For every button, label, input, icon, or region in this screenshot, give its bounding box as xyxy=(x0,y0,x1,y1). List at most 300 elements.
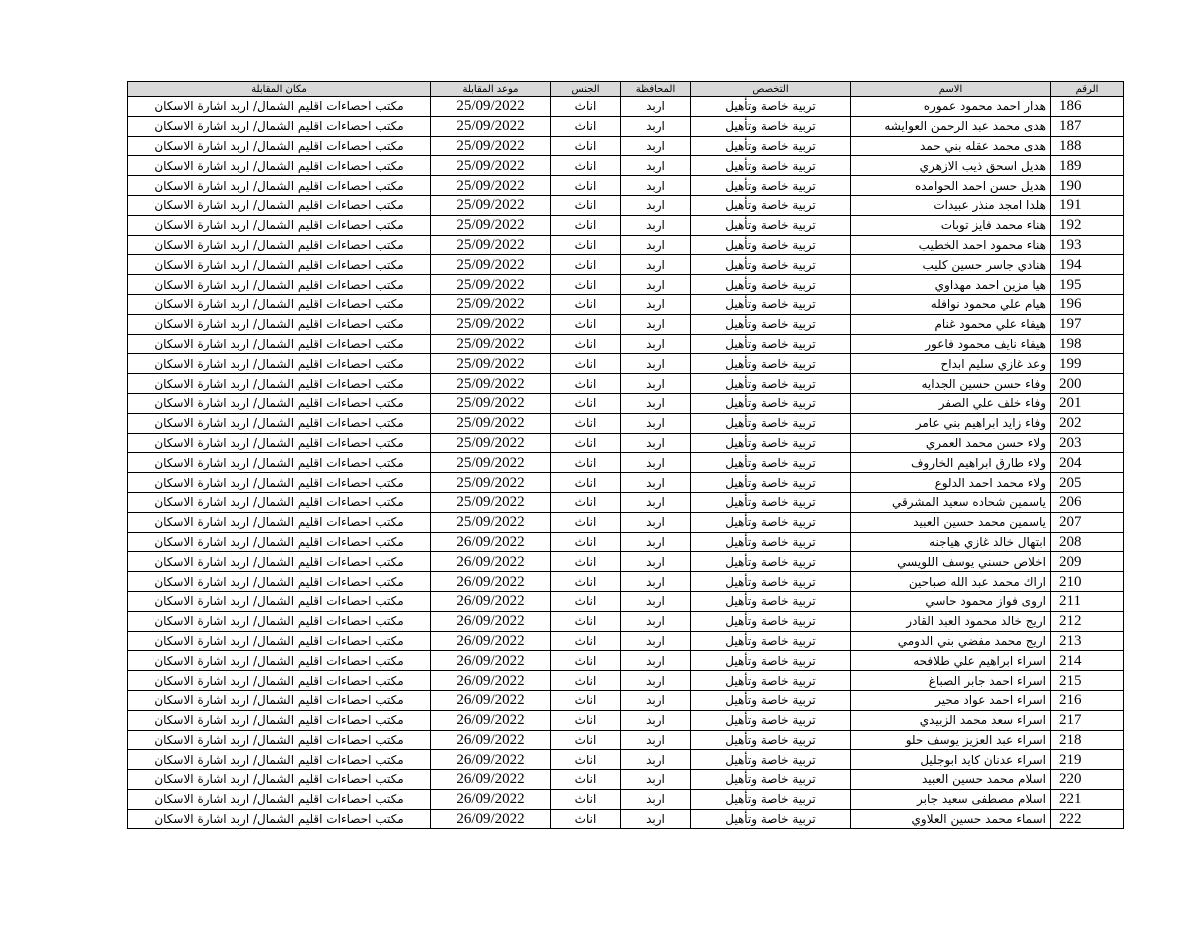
cell-name: هناء محمود احمد الخطيب xyxy=(851,235,1051,255)
cell-place: مكتب احصاءات اقليم الشمال/ اربد اشارة الاسكان xyxy=(128,275,431,295)
cell-date: 26/09/2022 xyxy=(431,651,551,671)
cell-specialty: تربية خاصة وتأهيل xyxy=(691,789,851,809)
cell-specialty: تربية خاصة وتأهيل xyxy=(691,294,851,314)
cell-date: 26/09/2022 xyxy=(431,750,551,770)
cell-place: مكتب احصاءات اقليم الشمال/ اربد اشارة الاسكان xyxy=(128,354,431,374)
cell-place: مكتب احصاءات اقليم الشمال/ اربد اشارة الاسكان xyxy=(128,552,431,572)
cell-date: 25/09/2022 xyxy=(431,354,551,374)
cell-place: مكتب احصاءات اقليم الشمال/ اربد اشارة الاسكان xyxy=(128,631,431,651)
cell-specialty: تربية خاصة وتأهيل xyxy=(691,393,851,413)
cell-governorate: اربد xyxy=(621,552,691,572)
cell-gender: اناث xyxy=(551,710,621,730)
cell-date: 25/09/2022 xyxy=(431,453,551,473)
cell-place: مكتب احصاءات اقليم الشمال/ اربد اشارة الاسكان xyxy=(128,789,431,809)
cell-name: ولاء حسن محمد العمري xyxy=(851,433,1051,453)
cell-name: هدى محمد عقله بني حمد xyxy=(851,136,1051,156)
cell-gender: اناث xyxy=(551,789,621,809)
cell-specialty: تربية خاصة وتأهيل xyxy=(691,354,851,374)
cell-gender: اناث xyxy=(551,690,621,710)
table-row xyxy=(128,492,1124,512)
cell-name: اريج خالد محمود العبد القادر xyxy=(851,611,1051,631)
cell-number: 201 xyxy=(1051,393,1124,413)
cell-number: 189 xyxy=(1051,156,1124,176)
table-row xyxy=(128,354,1124,374)
cell-gender: اناث xyxy=(551,572,621,592)
cell-governorate: اربد xyxy=(621,453,691,473)
cell-gender: اناث xyxy=(551,255,621,275)
cell-place: مكتب احصاءات اقليم الشمال/ اربد اشارة الاسكان xyxy=(128,255,431,275)
cell-place: مكتب احصاءات اقليم الشمال/ اربد اشارة الاسكان xyxy=(128,97,431,117)
cell-place: مكتب احصاءات اقليم الشمال/ اربد اشارة الاسكان xyxy=(128,156,431,176)
cell-place: مكتب احصاءات اقليم الشمال/ اربد اشارة الاسكان xyxy=(128,334,431,354)
cell-governorate: اربد xyxy=(621,393,691,413)
table-row xyxy=(128,651,1124,671)
header-gender: الجنس xyxy=(551,82,621,97)
table-row xyxy=(128,235,1124,255)
cell-gender: اناث xyxy=(551,235,621,255)
cell-date: 25/09/2022 xyxy=(431,374,551,394)
table-row xyxy=(128,591,1124,611)
cell-specialty: تربية خاصة وتأهيل xyxy=(691,176,851,196)
cell-specialty: تربية خاصة وتأهيل xyxy=(691,690,851,710)
cell-date: 26/09/2022 xyxy=(431,572,551,592)
cell-specialty: تربية خاصة وتأهيل xyxy=(691,473,851,493)
cell-number: 193 xyxy=(1051,235,1124,255)
header-governorate: المحافظة xyxy=(621,82,691,97)
cell-date: 26/09/2022 xyxy=(431,710,551,730)
table-row xyxy=(128,552,1124,572)
cell-number: 186 xyxy=(1051,97,1124,117)
cell-date: 26/09/2022 xyxy=(431,671,551,691)
cell-gender: اناث xyxy=(551,136,621,156)
cell-place: مكتب احصاءات اقليم الشمال/ اربد اشارة الاسكان xyxy=(128,591,431,611)
table-row xyxy=(128,195,1124,215)
table-row xyxy=(128,473,1124,493)
cell-governorate: اربد xyxy=(621,532,691,552)
cell-name: هيفاء علي محمود غنام xyxy=(851,314,1051,334)
table-row xyxy=(128,730,1124,750)
cell-gender: اناث xyxy=(551,176,621,196)
cell-date: 25/09/2022 xyxy=(431,215,551,235)
table-row xyxy=(128,176,1124,196)
cell-governorate: اربد xyxy=(621,156,691,176)
cell-gender: اناث xyxy=(551,413,621,433)
cell-date: 26/09/2022 xyxy=(431,730,551,750)
cell-name: اسلام محمد حسين العبيد xyxy=(851,770,1051,790)
cell-number: 194 xyxy=(1051,255,1124,275)
cell-specialty: تربية خاصة وتأهيل xyxy=(691,136,851,156)
cell-specialty: تربية خاصة وتأهيل xyxy=(691,671,851,691)
cell-date: 26/09/2022 xyxy=(431,690,551,710)
cell-specialty: تربية خاصة وتأهيل xyxy=(691,611,851,631)
cell-name: ياسمين محمد حسين العبيد xyxy=(851,512,1051,532)
table-row xyxy=(128,671,1124,691)
cell-date: 25/09/2022 xyxy=(431,176,551,196)
cell-name: اسراء عدنان كايد ابوجليل xyxy=(851,750,1051,770)
cell-date: 26/09/2022 xyxy=(431,591,551,611)
table-row xyxy=(128,334,1124,354)
cell-place: مكتب احصاءات اقليم الشمال/ اربد اشارة الاسكان xyxy=(128,473,431,493)
cell-date: 25/09/2022 xyxy=(431,255,551,275)
cell-governorate: اربد xyxy=(621,750,691,770)
cell-governorate: اربد xyxy=(621,730,691,750)
table-row xyxy=(128,710,1124,730)
cell-place: مكتب احصاءات اقليم الشمال/ اربد اشارة الاسكان xyxy=(128,294,431,314)
table-row xyxy=(128,690,1124,710)
cell-name: هدى محمد عبد الرحمن العوايشه xyxy=(851,116,1051,136)
cell-specialty: تربية خاصة وتأهيل xyxy=(691,572,851,592)
cell-place: مكتب احصاءات اقليم الشمال/ اربد اشارة الاسكان xyxy=(128,671,431,691)
cell-place: مكتب احصاءات اقليم الشمال/ اربد اشارة الاسكان xyxy=(128,770,431,790)
cell-name: اسراء ابراهيم علي طلافحه xyxy=(851,651,1051,671)
cell-number: 206 xyxy=(1051,492,1124,512)
cell-gender: اناث xyxy=(551,611,621,631)
cell-specialty: تربية خاصة وتأهيل xyxy=(691,730,851,750)
table-row xyxy=(128,770,1124,790)
cell-number: 197 xyxy=(1051,314,1124,334)
cell-date: 25/09/2022 xyxy=(431,294,551,314)
cell-place: مكتب احصاءات اقليم الشمال/ اربد اشارة الاسكان xyxy=(128,809,431,829)
cell-governorate: اربد xyxy=(621,770,691,790)
cell-number: 188 xyxy=(1051,136,1124,156)
cell-place: مكتب احصاءات اقليم الشمال/ اربد اشارة الاسكان xyxy=(128,512,431,532)
cell-number: 200 xyxy=(1051,374,1124,394)
cell-governorate: اربد xyxy=(621,275,691,295)
cell-date: 25/09/2022 xyxy=(431,156,551,176)
cell-gender: اناث xyxy=(551,374,621,394)
cell-number: 215 xyxy=(1051,671,1124,691)
cell-specialty: تربية خاصة وتأهيل xyxy=(691,334,851,354)
cell-number: 222 xyxy=(1051,809,1124,829)
cell-date: 25/09/2022 xyxy=(431,116,551,136)
cell-gender: اناث xyxy=(551,512,621,532)
cell-number: 190 xyxy=(1051,176,1124,196)
cell-name: اريج محمد مفضي بني الدومي xyxy=(851,631,1051,651)
cell-governorate: اربد xyxy=(621,690,691,710)
cell-number: 213 xyxy=(1051,631,1124,651)
cell-name: اسماء محمد حسين العلاوي xyxy=(851,809,1051,829)
cell-name: وفاء زايد ابراهيم بني عامر xyxy=(851,413,1051,433)
cell-number: 218 xyxy=(1051,730,1124,750)
cell-governorate: اربد xyxy=(621,215,691,235)
cell-specialty: تربية خاصة وتأهيل xyxy=(691,809,851,829)
cell-specialty: تربية خاصة وتأهيل xyxy=(691,374,851,394)
cell-gender: اناث xyxy=(551,294,621,314)
cell-number: 212 xyxy=(1051,611,1124,631)
cell-date: 26/09/2022 xyxy=(431,770,551,790)
table-row xyxy=(128,116,1124,136)
cell-gender: اناث xyxy=(551,116,621,136)
cell-number: 216 xyxy=(1051,690,1124,710)
cell-governorate: اربد xyxy=(621,255,691,275)
cell-name: ولاء محمد احمد الدلوع xyxy=(851,473,1051,493)
cell-gender: اناث xyxy=(551,809,621,829)
cell-number: 211 xyxy=(1051,591,1124,611)
table-row xyxy=(128,631,1124,651)
cell-governorate: اربد xyxy=(621,473,691,493)
cell-name: ولاء طارق ابراهيم الخاروف xyxy=(851,453,1051,473)
cell-governorate: اربد xyxy=(621,334,691,354)
cell-place: مكتب احصاءات اقليم الشمال/ اربد اشارة الاسكان xyxy=(128,195,431,215)
cell-name: وفاء حسن حسين الجدايه xyxy=(851,374,1051,394)
cell-date: 25/09/2022 xyxy=(431,314,551,334)
cell-place: مكتب احصاءات اقليم الشمال/ اربد اشارة الاسكان xyxy=(128,651,431,671)
cell-number: 187 xyxy=(1051,116,1124,136)
table-row xyxy=(128,294,1124,314)
interview-schedule-sheet xyxy=(127,81,1123,829)
cell-number: 217 xyxy=(1051,710,1124,730)
cell-gender: اناث xyxy=(551,552,621,572)
cell-governorate: اربد xyxy=(621,195,691,215)
table-row xyxy=(128,512,1124,532)
cell-name: ابتهال خالد غازي هياجنه xyxy=(851,532,1051,552)
table-row xyxy=(128,156,1124,176)
cell-gender: اناث xyxy=(551,393,621,413)
table-row xyxy=(128,433,1124,453)
cell-place: مكتب احصاءات اقليم الشمال/ اربد اشارة الاسكان xyxy=(128,215,431,235)
cell-name: اراك محمد عبد الله صباحين xyxy=(851,572,1051,592)
header-num: الرقم xyxy=(1051,82,1124,97)
cell-gender: اناث xyxy=(551,730,621,750)
cell-governorate: اربد xyxy=(621,354,691,374)
cell-gender: اناث xyxy=(551,492,621,512)
table-body xyxy=(128,97,1124,829)
cell-gender: اناث xyxy=(551,97,621,117)
cell-specialty: تربية خاصة وتأهيل xyxy=(691,532,851,552)
cell-name: هيفاء نايف محمود فاعور xyxy=(851,334,1051,354)
cell-specialty: تربية خاصة وتأهيل xyxy=(691,750,851,770)
cell-place: مكتب احصاءات اقليم الشمال/ اربد اشارة الاسكان xyxy=(128,750,431,770)
cell-number: 209 xyxy=(1051,552,1124,572)
cell-place: مكتب احصاءات اقليم الشمال/ اربد اشارة الاسكان xyxy=(128,235,431,255)
cell-specialty: تربية خاصة وتأهيل xyxy=(691,314,851,334)
interview-table xyxy=(127,81,1124,829)
table-row xyxy=(128,532,1124,552)
cell-gender: اناث xyxy=(551,750,621,770)
cell-governorate: اربد xyxy=(621,671,691,691)
cell-number: 207 xyxy=(1051,512,1124,532)
cell-number: 196 xyxy=(1051,294,1124,314)
cell-name: هلدا امجد منذر عبيدات xyxy=(851,195,1051,215)
cell-governorate: اربد xyxy=(621,433,691,453)
cell-governorate: اربد xyxy=(621,512,691,532)
cell-gender: اناث xyxy=(551,770,621,790)
cell-gender: اناث xyxy=(551,314,621,334)
cell-name: اسراء احمد عواد محير xyxy=(851,690,1051,710)
cell-name: هيام علي محمود نوافله xyxy=(851,294,1051,314)
cell-gender: اناث xyxy=(551,334,621,354)
cell-name: اسراء احمد جابر الصباغ xyxy=(851,671,1051,691)
cell-specialty: تربية خاصة وتأهيل xyxy=(691,433,851,453)
cell-gender: اناث xyxy=(551,215,621,235)
cell-number: 214 xyxy=(1051,651,1124,671)
cell-number: 208 xyxy=(1051,532,1124,552)
cell-number: 199 xyxy=(1051,354,1124,374)
cell-governorate: اربد xyxy=(621,789,691,809)
cell-governorate: اربد xyxy=(621,492,691,512)
cell-governorate: اربد xyxy=(621,809,691,829)
cell-date: 25/09/2022 xyxy=(431,97,551,117)
cell-gender: اناث xyxy=(551,275,621,295)
cell-governorate: اربد xyxy=(621,136,691,156)
cell-gender: اناث xyxy=(551,532,621,552)
cell-place: مكتب احصاءات اقليم الشمال/ اربد اشارة الاسكان xyxy=(128,176,431,196)
table-row xyxy=(128,97,1124,117)
cell-specialty: تربية خاصة وتأهيل xyxy=(691,492,851,512)
header-place: مكان المقابلة xyxy=(128,82,431,97)
cell-place: مكتب احصاءات اقليم الشمال/ اربد اشارة الاسكان xyxy=(128,393,431,413)
cell-place: مكتب احصاءات اقليم الشمال/ اربد اشارة الاسكان xyxy=(128,730,431,750)
cell-specialty: تربية خاصة وتأهيل xyxy=(691,156,851,176)
table-row xyxy=(128,453,1124,473)
table-header xyxy=(128,82,1124,97)
cell-number: 191 xyxy=(1051,195,1124,215)
cell-date: 26/09/2022 xyxy=(431,809,551,829)
cell-gender: اناث xyxy=(551,354,621,374)
cell-date: 26/09/2022 xyxy=(431,789,551,809)
cell-place: مكتب احصاءات اقليم الشمال/ اربد اشارة الاسكان xyxy=(128,433,431,453)
table-row xyxy=(128,572,1124,592)
table-row xyxy=(128,275,1124,295)
table-row xyxy=(128,255,1124,275)
cell-specialty: تربية خاصة وتأهيل xyxy=(691,453,851,473)
cell-date: 25/09/2022 xyxy=(431,195,551,215)
cell-number: 219 xyxy=(1051,750,1124,770)
cell-name: ياسمين شحاده سعيد المشرقي xyxy=(851,492,1051,512)
cell-place: مكتب احصاءات اقليم الشمال/ اربد اشارة الاسكان xyxy=(128,532,431,552)
cell-gender: اناث xyxy=(551,473,621,493)
header-specialty: التخصص xyxy=(691,82,851,97)
cell-governorate: اربد xyxy=(621,651,691,671)
cell-specialty: تربية خاصة وتأهيل xyxy=(691,552,851,572)
table-row xyxy=(128,374,1124,394)
cell-number: 203 xyxy=(1051,433,1124,453)
cell-name: وفاء خلف علي الصفر xyxy=(851,393,1051,413)
cell-number: 192 xyxy=(1051,215,1124,235)
cell-place: مكتب احصاءات اقليم الشمال/ اربد اشارة الاسكان xyxy=(128,492,431,512)
cell-specialty: تربية خاصة وتأهيل xyxy=(691,651,851,671)
header-name: الاسم xyxy=(851,82,1051,97)
cell-specialty: تربية خاصة وتأهيل xyxy=(691,413,851,433)
cell-specialty: تربية خاصة وتأهيل xyxy=(691,710,851,730)
cell-number: 202 xyxy=(1051,413,1124,433)
cell-name: اخلاص حسني يوسف اللويسي xyxy=(851,552,1051,572)
cell-number: 210 xyxy=(1051,572,1124,592)
cell-governorate: اربد xyxy=(621,294,691,314)
cell-name: هديل اسحق ذيب الازهري xyxy=(851,156,1051,176)
cell-governorate: اربد xyxy=(621,374,691,394)
cell-name: اروى فواز محمود حاسي xyxy=(851,591,1051,611)
cell-date: 26/09/2022 xyxy=(431,532,551,552)
cell-name: هيا مزين احمد مهداوي xyxy=(851,275,1051,295)
table-row xyxy=(128,789,1124,809)
table-row xyxy=(128,215,1124,235)
cell-place: مكتب احصاءات اقليم الشمال/ اربد اشارة الاسكان xyxy=(128,136,431,156)
cell-number: 221 xyxy=(1051,789,1124,809)
cell-date: 25/09/2022 xyxy=(431,473,551,493)
cell-date: 26/09/2022 xyxy=(431,631,551,651)
cell-name: هديل حسن احمد الحوامده xyxy=(851,176,1051,196)
table-row xyxy=(128,809,1124,829)
cell-date: 26/09/2022 xyxy=(431,611,551,631)
cell-governorate: اربد xyxy=(621,176,691,196)
cell-governorate: اربد xyxy=(621,413,691,433)
cell-governorate: اربد xyxy=(621,611,691,631)
cell-governorate: اربد xyxy=(621,631,691,651)
cell-governorate: اربد xyxy=(621,235,691,255)
cell-name: اسراء عبد العزيز يوسف حلو xyxy=(851,730,1051,750)
cell-number: 198 xyxy=(1051,334,1124,354)
cell-governorate: اربد xyxy=(621,314,691,334)
cell-specialty: تربية خاصة وتأهيل xyxy=(691,275,851,295)
cell-name: اسراء سعد محمد الزبيدي xyxy=(851,710,1051,730)
cell-name: وعد غازي سليم ابداح xyxy=(851,354,1051,374)
cell-governorate: اربد xyxy=(621,591,691,611)
table-row xyxy=(128,393,1124,413)
cell-specialty: تربية خاصة وتأهيل xyxy=(691,195,851,215)
cell-name: هنادي جاسر حسين كليب xyxy=(851,255,1051,275)
cell-gender: اناث xyxy=(551,671,621,691)
cell-place: مكتب احصاءات اقليم الشمال/ اربد اشارة الاسكان xyxy=(128,710,431,730)
cell-date: 25/09/2022 xyxy=(431,393,551,413)
cell-specialty: تربية خاصة وتأهيل xyxy=(691,512,851,532)
cell-gender: اناث xyxy=(551,631,621,651)
cell-gender: اناث xyxy=(551,433,621,453)
cell-name: هناء محمد فايز توبات xyxy=(851,215,1051,235)
cell-governorate: اربد xyxy=(621,572,691,592)
cell-place: مكتب احصاءات اقليم الشمال/ اربد اشارة الاسكان xyxy=(128,413,431,433)
cell-date: 25/09/2022 xyxy=(431,136,551,156)
cell-specialty: تربية خاصة وتأهيل xyxy=(691,235,851,255)
cell-date: 25/09/2022 xyxy=(431,413,551,433)
cell-name: هدار احمد محمود عموره xyxy=(851,97,1051,117)
cell-place: مكتب احصاءات اقليم الشمال/ اربد اشارة الاسكان xyxy=(128,453,431,473)
cell-date: 25/09/2022 xyxy=(431,235,551,255)
cell-gender: اناث xyxy=(551,651,621,671)
cell-governorate: اربد xyxy=(621,97,691,117)
cell-place: مكتب احصاءات اقليم الشمال/ اربد اشارة الاسكان xyxy=(128,572,431,592)
cell-date: 25/09/2022 xyxy=(431,512,551,532)
cell-gender: اناث xyxy=(551,156,621,176)
cell-place: مكتب احصاءات اقليم الشمال/ اربد اشارة الاسكان xyxy=(128,314,431,334)
cell-specialty: تربية خاصة وتأهيل xyxy=(691,631,851,651)
cell-gender: اناث xyxy=(551,453,621,473)
cell-place: مكتب احصاءات اقليم الشمال/ اربد اشارة الاسكان xyxy=(128,611,431,631)
cell-specialty: تربية خاصة وتأهيل xyxy=(691,591,851,611)
cell-specialty: تربية خاصة وتأهيل xyxy=(691,215,851,235)
cell-gender: اناث xyxy=(551,195,621,215)
cell-number: 220 xyxy=(1051,770,1124,790)
cell-date: 25/09/2022 xyxy=(431,275,551,295)
cell-number: 195 xyxy=(1051,275,1124,295)
cell-number: 205 xyxy=(1051,473,1124,493)
table-row xyxy=(128,136,1124,156)
cell-specialty: تربية خاصة وتأهيل xyxy=(691,770,851,790)
cell-specialty: تربية خاصة وتأهيل xyxy=(691,116,851,136)
cell-place: مكتب احصاءات اقليم الشمال/ اربد اشارة الاسكان xyxy=(128,690,431,710)
cell-place: مكتب احصاءات اقليم الشمال/ اربد اشارة الاسكان xyxy=(128,116,431,136)
table-row xyxy=(128,611,1124,631)
cell-date: 25/09/2022 xyxy=(431,334,551,354)
cell-place: مكتب احصاءات اقليم الشمال/ اربد اشارة الاسكان xyxy=(128,374,431,394)
cell-date: 25/09/2022 xyxy=(431,492,551,512)
cell-number: 204 xyxy=(1051,453,1124,473)
cell-gender: اناث xyxy=(551,591,621,611)
table-row xyxy=(128,314,1124,334)
cell-date: 26/09/2022 xyxy=(431,552,551,572)
cell-governorate: اربد xyxy=(621,116,691,136)
cell-date: 25/09/2022 xyxy=(431,433,551,453)
